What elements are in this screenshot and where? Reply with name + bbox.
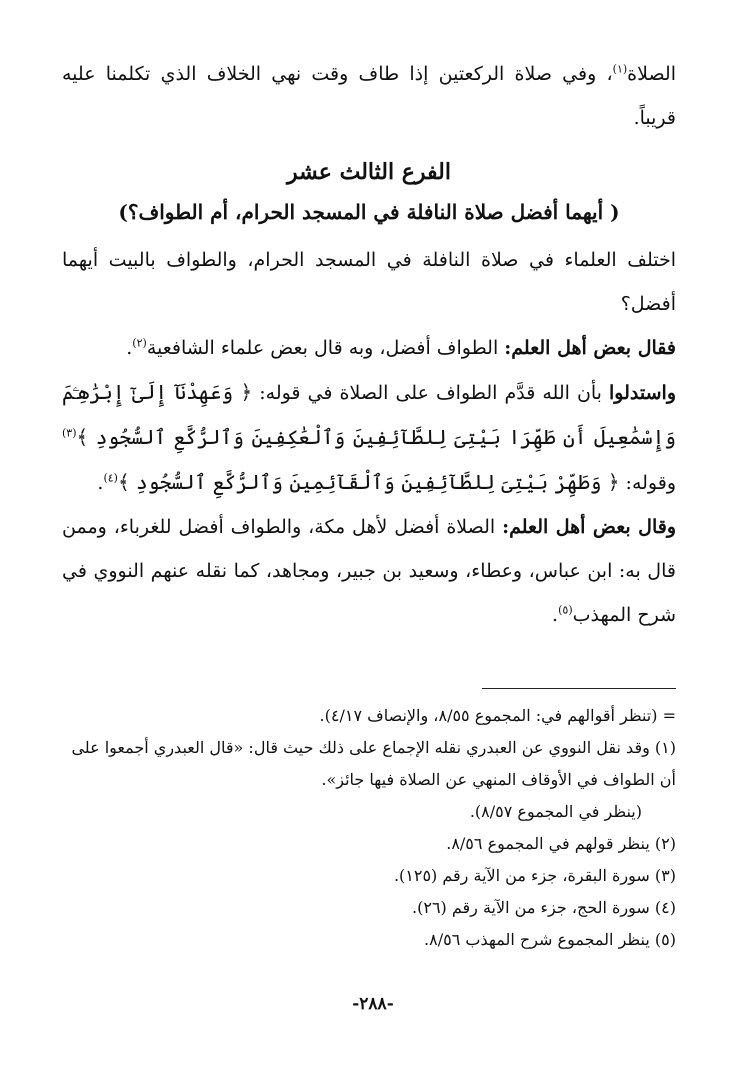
footnote-ref-3[interactable]: (٣)	[62, 426, 77, 440]
paragraph-second-opinion: وقال بعض أهل العلم: الصلاة أفضل لأهل مكة، والطواف أفضل للغرباء، وممن قال به: ابن عباس، وعطاء، وسعيد بن جبير، ومجاهد، كما نقله عنهم النووي في شرح المهذب$^{(٥)}$.	[62, 516, 676, 626]
footnote-divider	[482, 688, 676, 689]
footnote-ref-2[interactable]: (٢)	[132, 336, 147, 350]
branch-heading: الفرع الثالث عشر	[287, 159, 451, 185]
footnotes-section	[62, 700, 676, 956]
footnote-ref-5[interactable]: (٥)	[558, 603, 573, 617]
intro-paragraph	[62, 52, 676, 140]
footnote-ref-4[interactable]: (٤)	[103, 471, 118, 485]
footnote-ref-1[interactable]: (١)	[612, 62, 628, 76]
intro-text-start: الصلاة	[627, 63, 676, 85]
evidence-lead: واستدلوا	[609, 382, 676, 404]
footnote-2: (٢) ينظر قولهم في المجموع ٨/٥٦.	[446, 834, 676, 853]
footnote-1-reference: (ينظر في المجموع ٨/٥٧).	[469, 802, 642, 821]
evidence-connector: وقوله:	[619, 472, 676, 494]
paragraph-evidence: واستدلوا بأن الله قدَّم الطواف على الصلاة في قوله: ﴿ وَعَهِدْنَآ إِلَىٰٓ إِبْرَٰهِـۧمَ وَإِسْمَٰعِيلَ أَن طَهِّرَا بَيْتِىَ لِلطَّآئِفِينَ وَٱلْعَٰكِفِينَ وَٱلرُّكَّعِ ٱلسُّجُودِ ﴾$^{(٣)}$ وقوله: ﴿ وَطَهِّرْ بَيْتِىَ لِلطَّآئِفِينَ وَٱلْقَآئِمِينَ وَٱلرُّكَّعِ ٱلسُّجُودِ ﴾$^{(٤)}$.	[62, 380, 676, 494]
second-opinion-text: الصلاة أفضل لأهل مكة، والطواف أفضل للغرباء، وممن قال به: ابن عباس، وعطاء، وسعيد بن جبير، ومجاهد، كما نقله عنهم النووي في شرح المهذب	[62, 516, 676, 626]
footnote-1: (١) وقد نقل النووي عن العبدري نقله الإجماع على ذلك حيث قال: «قال العبدري أجمعوا على أن الطواف في الأوقاف المنهي عن الصلاة فيها جائز».	[71, 738, 676, 789]
footnote-3: (٣) سورة البقرة، جزء من الآية رقم (١٢٥).	[393, 866, 676, 885]
evidence-text: بأن الله قدَّم الطواف على الصلاة في قوله:	[252, 382, 610, 404]
footnote-5: (٥) ينظر المجموع شرح المهذب ٨/٥٦.	[424, 930, 676, 949]
footnote-4: (٤) سورة الحج، جزء من الآية رقم (٢٦).	[412, 898, 676, 917]
paragraph-disagreement: اختلف العلماء في صلاة النافلة في المسجد الحرام، والطواف بالبيت أيهما أفضل؟	[62, 249, 676, 315]
paragraph-first-opinion: فقال بعض أهل العلم: الطواف أفضل، وبه قال بعض علماء الشافعية$^{(٢)}$.	[126, 336, 676, 359]
second-opinion-lead: وقال بعض أهل العلم:	[502, 516, 676, 538]
first-opinion-lead: فقال بعض أهل العلم:	[504, 337, 676, 359]
intro-text-end: ، وفي صلاة الركعتين إذا طاف وقت نهي الخلاف الذي تكلمنا عليه قريباً.	[62, 63, 676, 129]
footnote-continuation: = (تنظر أقوالهم في: المجموع ٨/٥٥، والإنصاف ٤/١٧).	[319, 706, 676, 725]
first-opinion-text: الطواف أفضل، وبه قال بعض علماء الشافعية	[146, 337, 505, 359]
question-heading: ( أيهما أفضل صلاة النافلة في المسجد الحرام، أم الطواف؟)	[118, 200, 620, 224]
quran-verse-1: ﴿ وَعَهِدْنَآ إِلَىٰٓ إِبْرَٰهِـۧمَ وَإِسْمَٰعِيلَ أَن طَهِّرَا بَيْتِىَ لِلطَّآئِفِينَ وَٱلْعَٰكِفِينَ وَٱلرُّكَّعِ ٱلسُّجُودِ ﴾	[62, 380, 676, 449]
quran-verse-2: ﴿ وَطَهِّرْ بَيْتِىَ لِلطَّآئِفِينَ وَٱلْقَآئِمِينَ وَٱلرُّكَّعِ ٱلسُّجُودِ ﴾	[117, 470, 620, 494]
page-number: -٢٨٨-	[352, 994, 394, 1014]
